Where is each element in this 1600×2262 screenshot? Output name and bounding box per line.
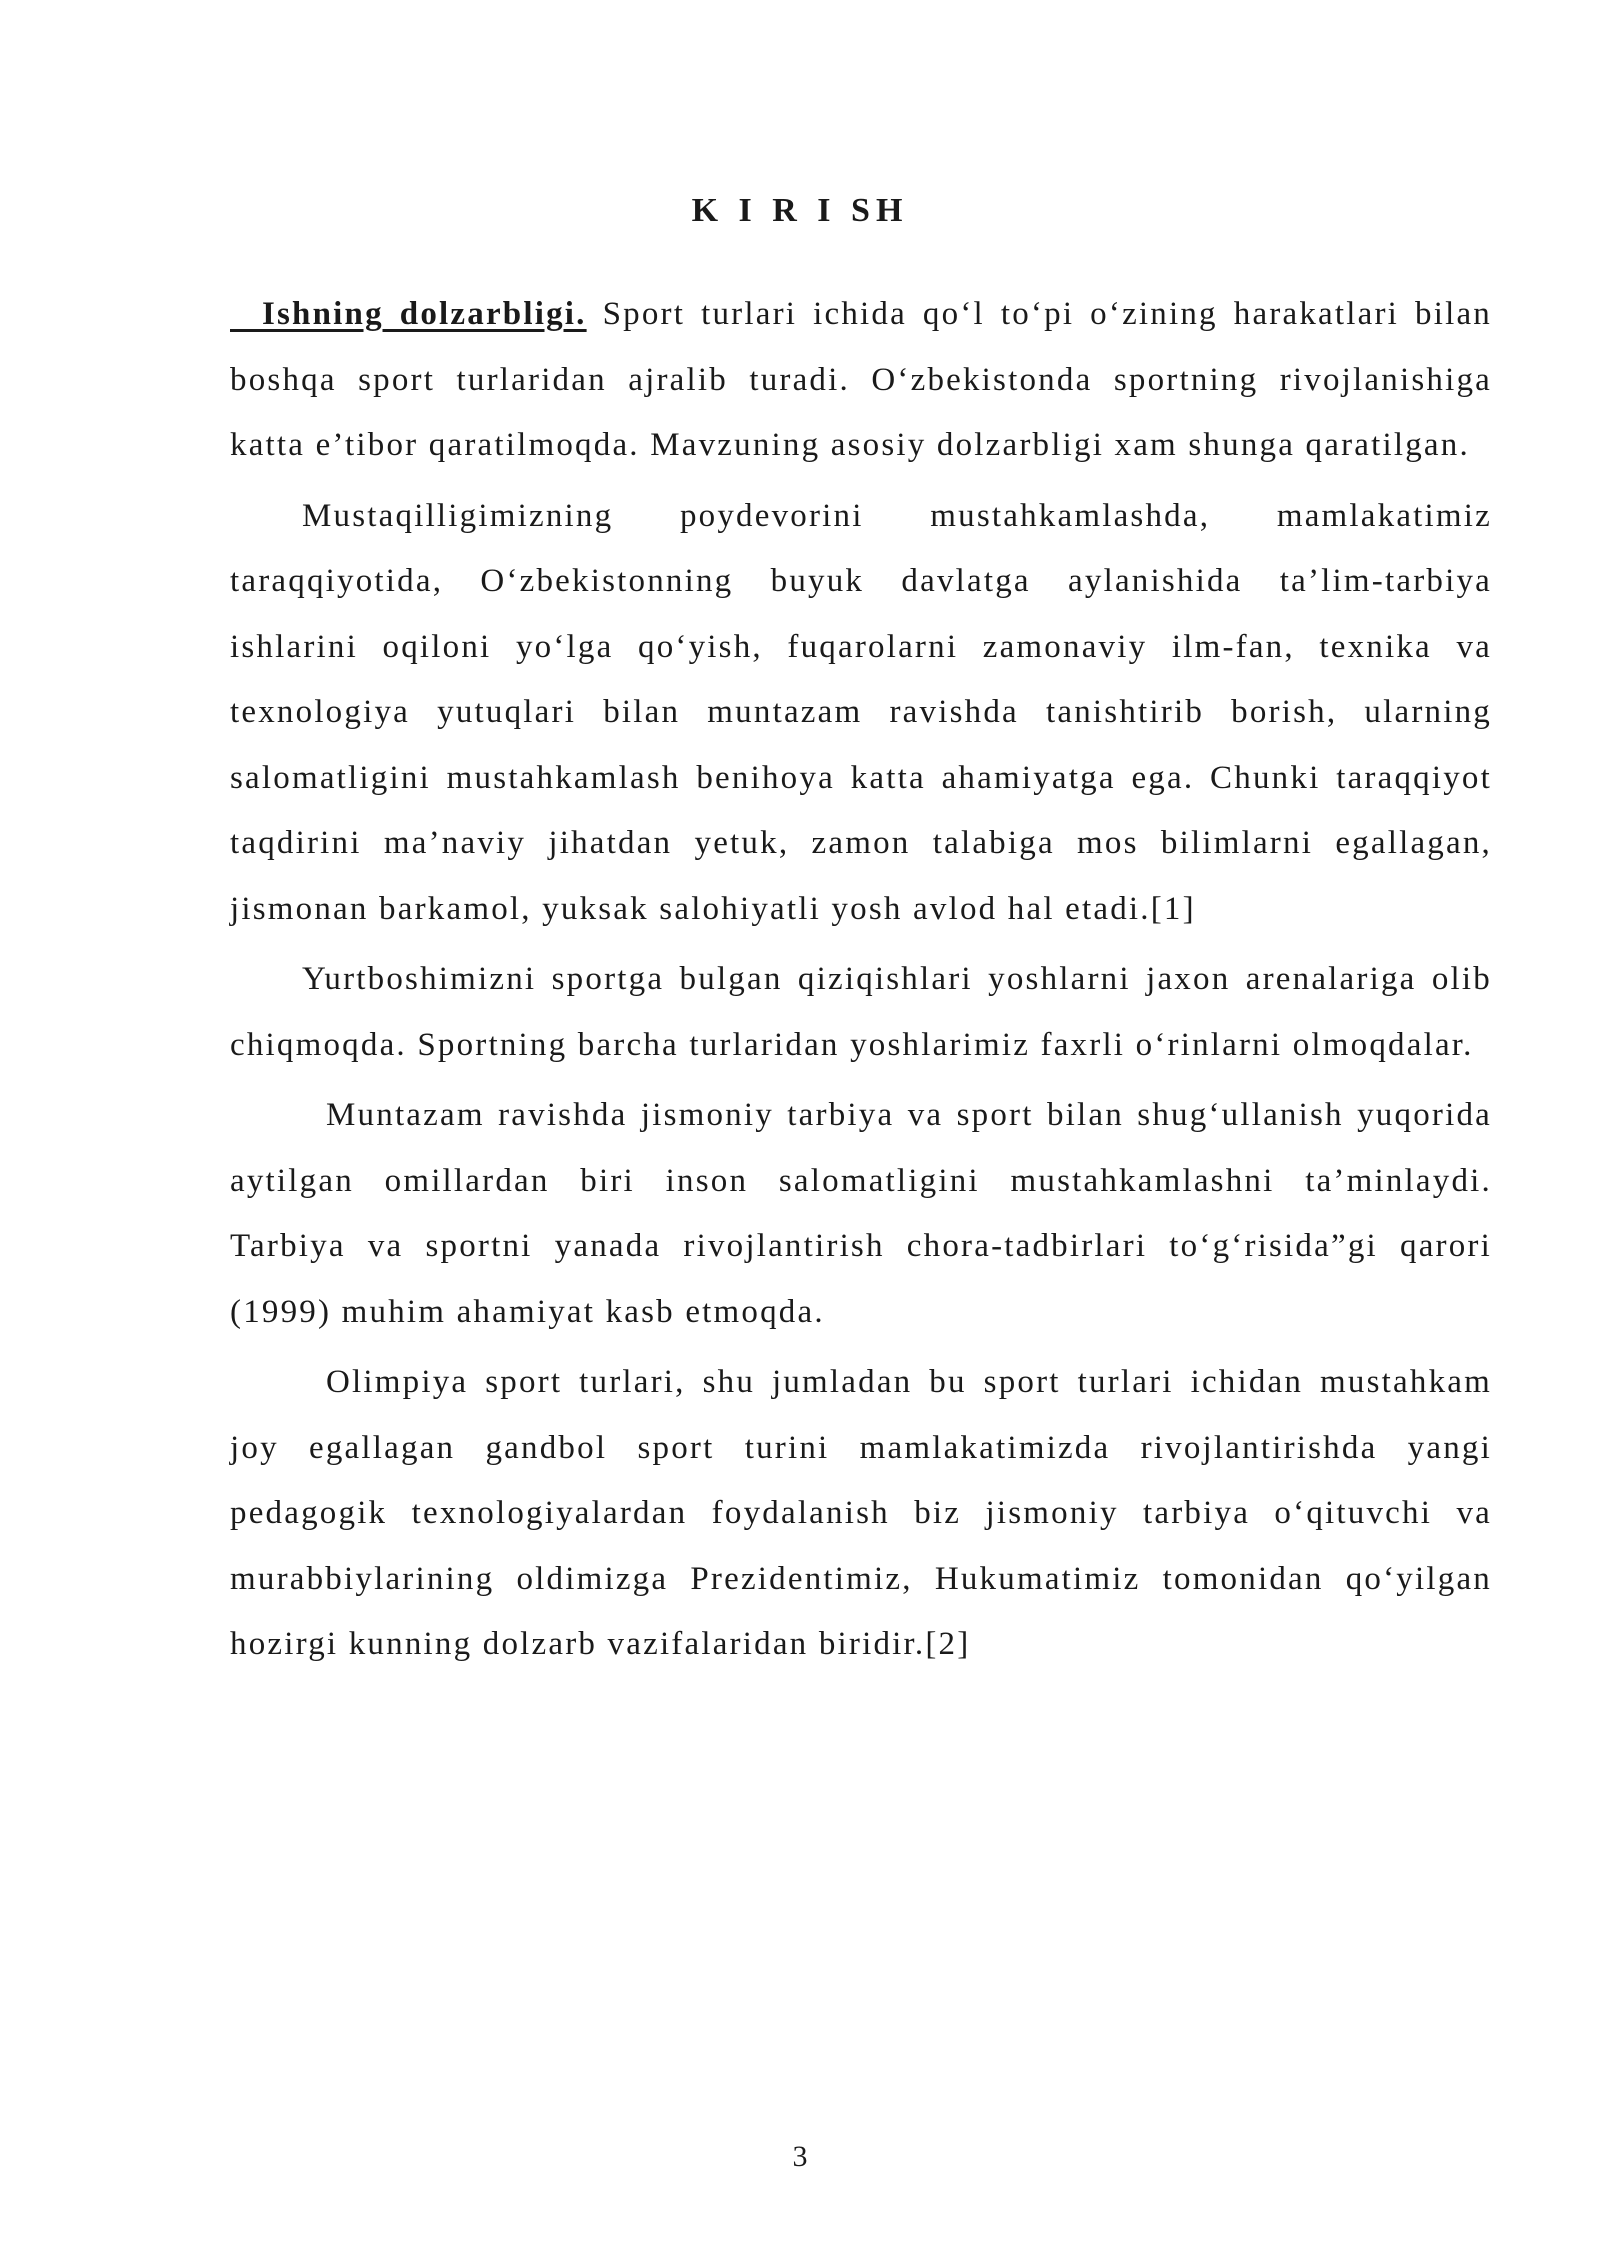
- body-text: [230, 282, 1492, 1683]
- paragraph: Mustaqilligimizning poydevorini mustahkamlashda, mamlakatimiz taraqqiyotida, O‘zbekistonning buyuk davlatga aylanishida ta’lim-tarbiya ishlarini oqiloni yo‘lga qo‘yish, fuqarolarni zamonaviy ilm-fan, texnika va texnologiya yutuqlari bilan muntazam ravishda tanishtirib borish, ularning salomatligini mustahkamlash benihoya katta ahamiyatga ega. Chunki taraqqiyot taqdirini ma’naviy jihatdan yetuk, zamon talabiga mos bilimlarni egallagan, jismonan barkamol, yuksak salohiyatli yosh avlod hal etadi.[1]: [230, 497, 1492, 927]
- paragraph-relevance: [230, 282, 1492, 479]
- paragraph: Yurtboshimizni sportga bulgan qiziqishlari yoshlarni jaxon arenalariga olib chiqmoqda. Sportning barcha turlaridan yoshlarimiz faxrli o‘rinlarni olmoqdalar.: [230, 961, 1492, 1063]
- section-lead-heading: Ishning dolzarbligi.: [230, 296, 587, 332]
- paragraph: Olimpiya sport turlari, shu jumladan bu sport turlari ichidan mustahkam joy egallagan gandbol sport turini mamlakatimizda rivojlantirishda yangi pedagogik texnologiyalardan foydalanish biz jismoniy tarbiya o‘qituvchi va murabbiylarining oldimizga Prezidentimiz, Hukumatimiz tomonidan qo‘yilgan hozirgi kunning dolzarb vazifalaridan biridir.[2]: [230, 1364, 1492, 1662]
- page-title: K I R I SH: [691, 192, 909, 229]
- paragraph: Muntazam ravishda jismoniy tarbiya va sport bilan shug‘ullanish yuqorida aytilgan omillardan biri inson salomatligini mustahkamlashni ta’minlaydi. Tarbiya va sportni yanada rivojlantirish chora-tadbirlari to‘g‘risida”gi qarori (1999) muhim ahamiyat kasb etmoqda.: [230, 1097, 1492, 1330]
- page-number: 3: [792, 2140, 808, 2173]
- paragraph-text: Sport turlari ichida qo‘l to‘pi o‘zining harakatlari bilan boshqa sport turlaridan ajralib turadi. O‘zbekistonda sportning rivojlanishiga katta e’tibor qaratilmoqda. Mavzuning asosiy dolzarbligi xam shunga qaratilgan.: [230, 296, 1492, 463]
